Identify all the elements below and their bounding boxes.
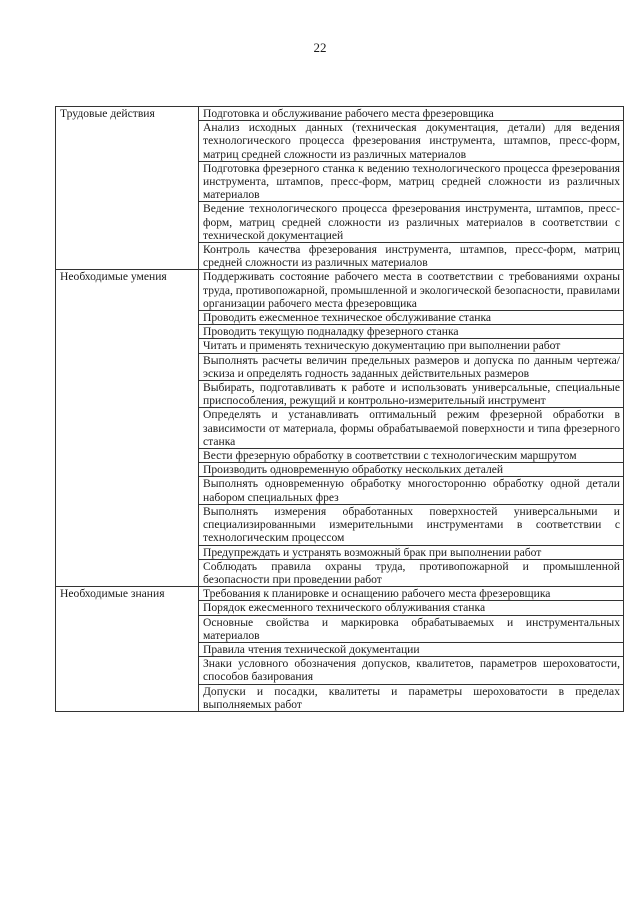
- section-label: Трудовые действия: [56, 107, 199, 270]
- requirement-item: Подготовка фрезерного станка к ведению технологического процесса фрезерования инструмента, штампов, пресс-форм, матриц средней сложности из различных материалов: [199, 161, 624, 202]
- requirement-item: Читать и применять техническую документацию при выполнении работ: [199, 339, 624, 353]
- table-row: [56, 107, 624, 121]
- requirement-item: Выполнять одновременную обработку многосторонню обработку одной детали набором специальных фрез: [199, 477, 624, 504]
- requirement-item: Знаки условного обозначения допусков, квалитетов, параметров шероховатости, способов базирования: [199, 657, 624, 684]
- requirement-item: Предупреждать и устранять возможный брак при выполнении работ: [199, 545, 624, 559]
- requirement-item: Проводить текущую подналадку фрезерного станка: [199, 325, 624, 339]
- table-row: [56, 270, 624, 311]
- requirement-item: Требования к планировке и оснащению рабочего места фрезеровщика: [199, 587, 624, 601]
- requirement-item: Производить одновременную обработку нескольких деталей: [199, 463, 624, 477]
- requirement-item: Соблюдать правила охраны труда, противопожарной и промышленной безопасности при проведении работ: [199, 559, 624, 586]
- section-label: Необходимые знания: [56, 587, 199, 712]
- requirement-item: Проводить ежесменное техническое обслуживание станка: [199, 311, 624, 325]
- requirements-table: [55, 106, 624, 712]
- requirement-item: Вести фрезерную обработку в соответствии с технологическим маршрутом: [199, 449, 624, 463]
- requirement-item: Контроль качества фрезерования инструмента, штампов, пресс-форм, матриц средней сложности из различных материалов: [199, 243, 624, 270]
- requirement-item: Выполнять измерения обработанных поверхностей универсальными и специализированными измерительными инструментами в соответствии с технологическим процессом: [199, 504, 624, 545]
- page-number: 22: [313, 40, 327, 55]
- requirement-item: Правила чтения технической документации: [199, 642, 624, 656]
- requirement-item: Анализ исходных данных (техническая документация, детали) для ведения технологического процесса фрезерования инструмента, штампов, пресс-форм, матриц средней сложности из различных материалов: [199, 121, 624, 162]
- requirement-item: Подготовка и обслуживание рабочего места фрезеровщика: [199, 107, 624, 121]
- requirements-table-body: [56, 107, 624, 712]
- requirement-item: Поддерживать состояние рабочего места в соответствии с требованиями охраны труда, противопожарной, промышленной и экологической безопасности, правилами организации рабочего места фрезеровщика: [199, 270, 624, 311]
- section-label: Необходимые умения: [56, 270, 199, 587]
- requirement-item: Ведение технологического процесса фрезерования инструмента, штампов, пресс-форм, матриц средней сложности из различных материалов в соответствии с технической документацией: [199, 202, 624, 243]
- requirement-item: Определять и устанавливать оптимальный режим фрезерной обработки в зависимости от материала, формы обрабатываемой поверхности и типа фрезерного станка: [199, 408, 624, 449]
- requirement-item: Порядок ежесменного технического облуживания станка: [199, 601, 624, 615]
- requirement-item: Выполнять расчеты величин предельных размеров и допуска по данным чертежа/эскиза и определять годность заданных действительных размеров: [199, 353, 624, 380]
- table-row: [56, 587, 624, 601]
- requirement-item: Основные свойства и маркировка обрабатываемых и инструментальных материалов: [199, 615, 624, 642]
- requirement-item: Допуски и посадки, квалитеты и параметры шероховатости в пределах выполняемых работ: [199, 684, 624, 711]
- requirement-item: Выбирать, подготавливать к работе и использовать универсальные, специальные приспособления, режущий и контрольно-измерительный инструмент: [199, 381, 624, 408]
